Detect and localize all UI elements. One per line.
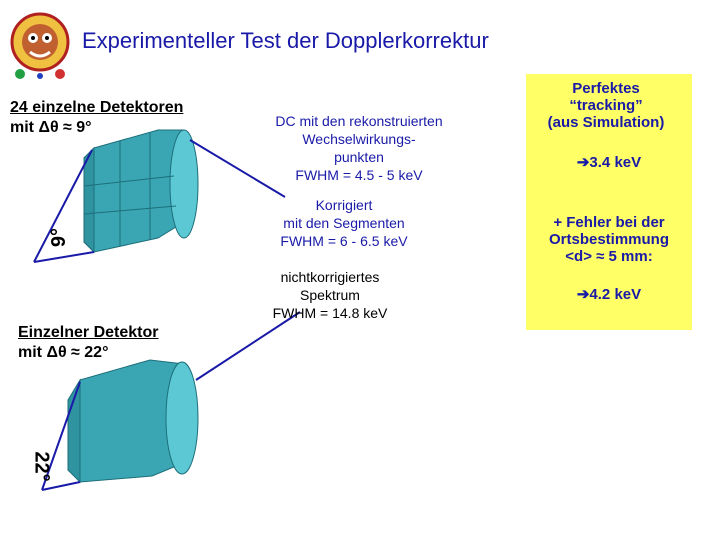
dc-line4: FWHM = 4.5 - 5 keV <box>295 167 423 183</box>
seg-line3: FWHM = 6 - 6.5 keV <box>280 233 408 249</box>
segmented-label-line1: 24 einzelne Detektoren <box>10 99 184 116</box>
single-detector-icon <box>68 360 198 482</box>
dc-line1: DC mit den rekonstruierten <box>275 113 443 129</box>
page-title: Experimenteller Test der Dopplerkorrektur <box>82 28 489 53</box>
result-highlight-box <box>526 74 692 330</box>
dc-line3: punkten <box>334 149 384 165</box>
perfect-line3: (aus Simulation) <box>547 114 665 131</box>
perfect-result <box>554 154 664 171</box>
error-line1: + Fehler bei der <box>553 214 665 231</box>
uncorrected-text-block <box>250 268 410 322</box>
segmented-angle-label: 9° <box>48 227 71 248</box>
raw-line1: nichtkorrigiertes <box>280 269 380 285</box>
segmented-label-line2: mit Δθ ≈ 9° <box>10 119 92 136</box>
error-line2: Ortsbestimmung <box>548 231 669 248</box>
single-angle-label: 22° <box>30 451 53 482</box>
perfect-line1: Perfektes <box>572 80 640 97</box>
segmented-detector-label <box>10 98 183 138</box>
seg-line2: mit den Segmenten <box>283 215 405 231</box>
single-detector-label <box>18 323 158 363</box>
raw-line3: FWHM = 14.8 keV <box>272 305 388 321</box>
perfect-line2: “tracking” <box>569 97 643 114</box>
error-line3: <d> ≈ 5 mm: <box>565 248 653 265</box>
dc-text-block <box>244 112 474 184</box>
raw-line2: Spektrum <box>300 287 360 303</box>
perfect-value: 3.4 keV <box>589 154 642 171</box>
error-value: 4.2 keV <box>589 286 642 303</box>
arrow-icon: ➔ <box>576 286 590 303</box>
single-label-line1: Einzelner Detektor <box>18 324 159 341</box>
error-block <box>526 214 692 265</box>
segmented-detector-icon <box>84 130 198 252</box>
seg-line1: Korrigiert <box>315 197 373 213</box>
segment-corrected-text-block <box>244 196 444 250</box>
error-result <box>554 286 664 303</box>
single-label-line2: mit Δθ ≈ 22° <box>18 344 109 361</box>
perfect-tracking-block <box>526 80 686 131</box>
arrow-icon: ➔ <box>576 154 590 171</box>
dc-line2: Wechselwirkungs- <box>302 131 416 147</box>
